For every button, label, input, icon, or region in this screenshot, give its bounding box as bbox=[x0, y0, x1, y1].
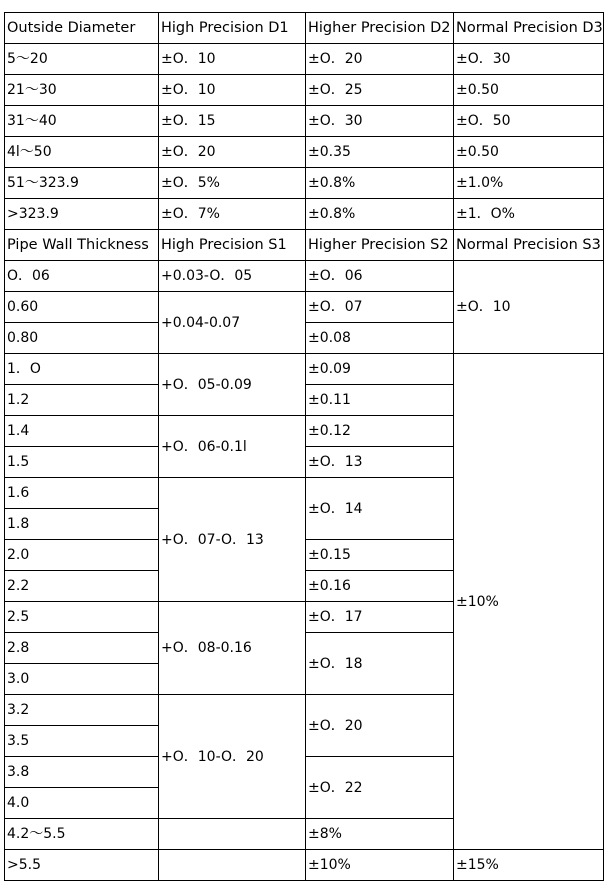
s2-tolerance-cell: ±8% bbox=[306, 819, 454, 850]
diameter-row bbox=[5, 44, 604, 75]
wall-thickness-cell: 0.80 bbox=[5, 323, 159, 354]
outside-diameter-cell: 21～30 bbox=[5, 75, 159, 106]
s2-tolerance-cell: ±0.11 bbox=[306, 385, 454, 416]
wall-thickness-cell: 2.8 bbox=[5, 633, 159, 664]
diameter-header-cell: High Precision D1 bbox=[159, 13, 306, 44]
wall-thickness-cell: 3.8 bbox=[5, 757, 159, 788]
s1-tolerance-cell bbox=[159, 850, 306, 881]
s1-tolerance-cell: +0.03-O．05 bbox=[159, 261, 306, 292]
s2-tolerance-cell: ±0.16 bbox=[306, 571, 454, 602]
outside-diameter-cell: >323.9 bbox=[5, 199, 159, 230]
wall-thickness-cell: 1．O bbox=[5, 354, 159, 385]
diameter-header-cell: Normal Precision D3 bbox=[454, 13, 604, 44]
diameter-header-row bbox=[5, 13, 604, 44]
s2-tolerance-cell: ±O．14 bbox=[306, 478, 454, 540]
diameter-header-cell: Higher Precision D2 bbox=[306, 13, 454, 44]
wall-thickness-cell: 1.2 bbox=[5, 385, 159, 416]
wall-thickness-cell: 2.2 bbox=[5, 571, 159, 602]
s1-tolerance-cell bbox=[159, 819, 306, 850]
wall-thickness-cell: 1.4 bbox=[5, 416, 159, 447]
thickness-header-cell: High Precision S1 bbox=[159, 230, 306, 261]
s1-tolerance-cell: +0.04-0.07 bbox=[159, 292, 306, 354]
thickness-header-cell: Pipe Wall Thickness bbox=[5, 230, 159, 261]
tolerance-cell: ±O．50 bbox=[454, 106, 604, 137]
outside-diameter-cell: 5～20 bbox=[5, 44, 159, 75]
thickness-header-row bbox=[5, 230, 604, 261]
s1-tolerance-cell: +O．05-0.09 bbox=[159, 354, 306, 416]
outside-diameter-cell: 4l～50 bbox=[5, 137, 159, 168]
diameter-row bbox=[5, 106, 604, 137]
diameter-header-cell: Outside Diameter bbox=[5, 13, 159, 44]
outside-diameter-cell: 31～40 bbox=[5, 106, 159, 137]
thickness-row bbox=[5, 354, 604, 385]
tolerance-cell: ±0.35 bbox=[306, 137, 454, 168]
tolerance-cell: ±0.8% bbox=[306, 168, 454, 199]
wall-thickness-cell: 3.0 bbox=[5, 664, 159, 695]
tolerance-cell: ±O．10 bbox=[159, 75, 306, 106]
diameter-row bbox=[5, 137, 604, 168]
s1-tolerance-cell: +O．07-O．13 bbox=[159, 478, 306, 602]
tolerance-cell: ±O．20 bbox=[159, 137, 306, 168]
tolerance-cell: ±0.8% bbox=[306, 199, 454, 230]
thickness-row bbox=[5, 850, 604, 881]
tolerance-cell: ±O．25 bbox=[306, 75, 454, 106]
s2-tolerance-cell: ±0.12 bbox=[306, 416, 454, 447]
wall-thickness-cell: 2.5 bbox=[5, 602, 159, 633]
diameter-row bbox=[5, 168, 604, 199]
tolerance-cell: ±1.0% bbox=[454, 168, 604, 199]
table-body bbox=[5, 13, 604, 881]
wall-thickness-cell: 1.6 bbox=[5, 478, 159, 509]
wall-thickness-cell: 4.0 bbox=[5, 788, 159, 819]
thickness-header-cell: Normal Precision S3 bbox=[454, 230, 604, 261]
s3-tolerance-cell: ±O．10 bbox=[454, 261, 604, 354]
s2-tolerance-cell: ±O．07 bbox=[306, 292, 454, 323]
s1-tolerance-cell: +O．10-O．20 bbox=[159, 695, 306, 819]
wall-thickness-cell: 3.2 bbox=[5, 695, 159, 726]
tolerance-cell: ±1．O% bbox=[454, 199, 604, 230]
outside-diameter-cell: 51～323.9 bbox=[5, 168, 159, 199]
thickness-header-cell: Higher Precision S2 bbox=[306, 230, 454, 261]
s2-tolerance-cell: ±0.08 bbox=[306, 323, 454, 354]
tolerance-cell: ±0.50 bbox=[454, 75, 604, 106]
wall-thickness-cell: 4.2～5.5 bbox=[5, 819, 159, 850]
tolerance-cell: ±O．5% bbox=[159, 168, 306, 199]
s3-tolerance-cell: ±10% bbox=[454, 354, 604, 850]
s3-tolerance-cell: ±15% bbox=[454, 850, 604, 881]
wall-thickness-cell: 2.0 bbox=[5, 540, 159, 571]
tolerance-cell: ±O．20 bbox=[306, 44, 454, 75]
s2-tolerance-cell: ±10% bbox=[306, 850, 454, 881]
tolerance-cell: ±0.50 bbox=[454, 137, 604, 168]
s2-tolerance-cell: ±0.15 bbox=[306, 540, 454, 571]
s2-tolerance-cell: ±0.09 bbox=[306, 354, 454, 385]
s1-tolerance-cell: +O．08-0.16 bbox=[159, 602, 306, 695]
wall-thickness-cell: O．06 bbox=[5, 261, 159, 292]
s2-tolerance-cell: ±O．13 bbox=[306, 447, 454, 478]
wall-thickness-cell: 3.5 bbox=[5, 726, 159, 757]
s1-tolerance-cell: +O．06-0.1l bbox=[159, 416, 306, 478]
s2-tolerance-cell: ±O．18 bbox=[306, 633, 454, 695]
wall-thickness-cell: 1.8 bbox=[5, 509, 159, 540]
tolerance-cell: ±O．7% bbox=[159, 199, 306, 230]
tolerance-cell: ±O．15 bbox=[159, 106, 306, 137]
wall-thickness-cell: 0.60 bbox=[5, 292, 159, 323]
wall-thickness-cell: 1.5 bbox=[5, 447, 159, 478]
thickness-row bbox=[5, 261, 604, 292]
precision-tolerance-table bbox=[4, 12, 604, 881]
diameter-row bbox=[5, 75, 604, 106]
diameter-row bbox=[5, 199, 604, 230]
s2-tolerance-cell: ±O．06 bbox=[306, 261, 454, 292]
tolerance-cell: ±O．10 bbox=[159, 44, 306, 75]
wall-thickness-cell: >5.5 bbox=[5, 850, 159, 881]
tolerance-cell: ±O．30 bbox=[306, 106, 454, 137]
s2-tolerance-cell: ±O．17 bbox=[306, 602, 454, 633]
s2-tolerance-cell: ±O．22 bbox=[306, 757, 454, 819]
tolerance-cell: ±O．30 bbox=[454, 44, 604, 75]
s2-tolerance-cell: ±O．20 bbox=[306, 695, 454, 757]
